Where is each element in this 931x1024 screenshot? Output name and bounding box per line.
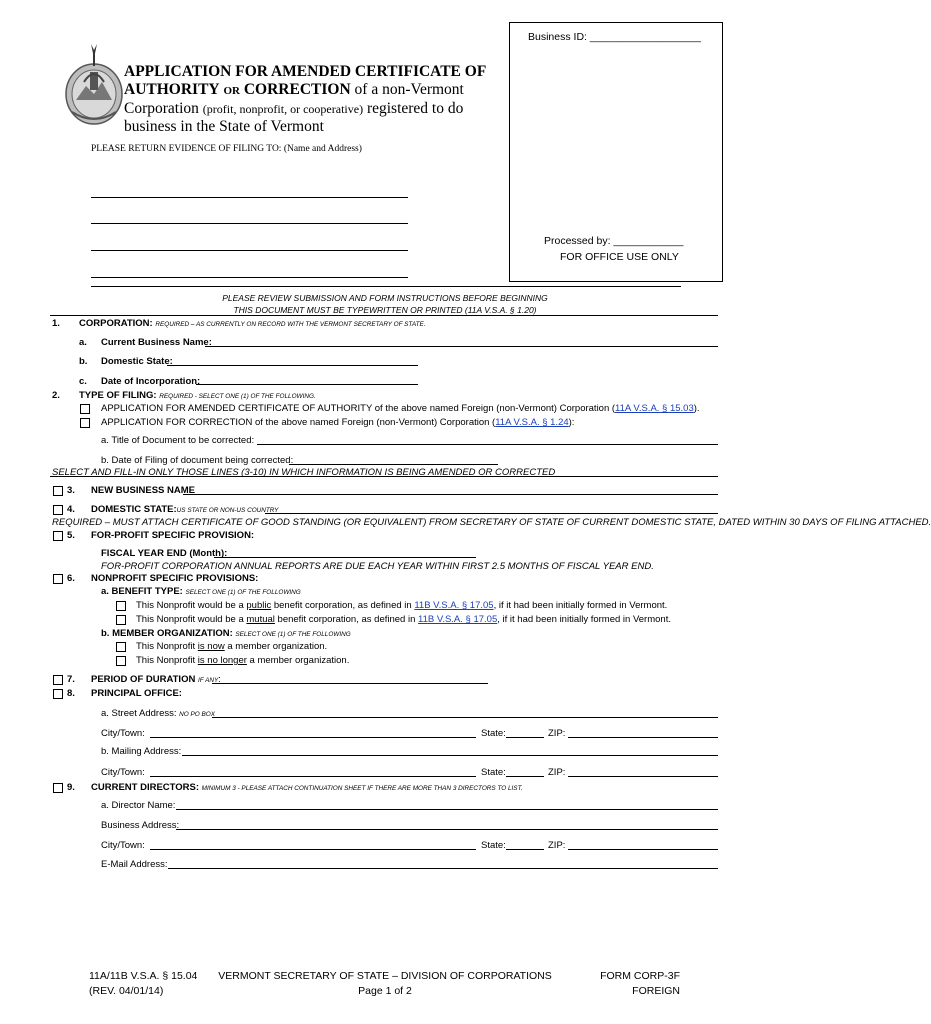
- director-name-field[interactable]: [176, 809, 718, 810]
- director-zip-field[interactable]: [568, 849, 718, 850]
- section-3-number: 3.: [67, 485, 75, 496]
- mailing-zip-label: ZIP:: [548, 767, 566, 778]
- business-id-field[interactable]: Business ID: ___________________: [528, 31, 701, 43]
- section-2-note: REQUIRED - SELECT ONE (1) OF THE FOLLOWING.: [159, 393, 316, 400]
- mailing-city-town-label: City/Town:: [101, 767, 145, 778]
- business-address-label: Business Address:: [101, 820, 180, 831]
- form-number: FORM CORP-3F: [600, 970, 680, 982]
- return-evidence-label: PLEASE RETURN EVIDENCE OF FILING TO: (Name and Address): [91, 144, 362, 154]
- correction-checkbox[interactable]: [80, 418, 90, 428]
- state-field[interactable]: [506, 737, 544, 738]
- option-text: a member organization.: [224, 641, 328, 652]
- period-of-duration-field[interactable]: [212, 683, 488, 684]
- fiscal-year-note: FOR-PROFIT CORPORATION ANNUAL REPORTS ARE DUE EACH YEAR WITHIN FIRST 2.5 MONTHS OF FISCAL YEAR END.: [101, 561, 654, 572]
- public-benefit-option: [136, 600, 667, 611]
- agency-name: VERMONT SECRETARY OF STATE – DIVISION OF CORPORATIONS: [218, 970, 552, 982]
- member-organization-label: b. MEMBER ORGANIZATION:: [101, 628, 233, 639]
- footer-center: [200, 969, 570, 999]
- title-registered: registered to do: [366, 100, 464, 117]
- section-6-number: 6.: [67, 573, 75, 584]
- title-non-vermont: of a non-Vermont: [354, 81, 464, 98]
- statute-reference: 11A/11B V.S.A. § 15.04: [89, 970, 198, 982]
- domestic-state-heading: [91, 504, 278, 515]
- no-longer-member-option: [136, 655, 349, 666]
- current-directors-label: CURRENT DIRECTORS:: [91, 782, 200, 793]
- option-text: This Nonprofit: [136, 655, 198, 666]
- city-town-field[interactable]: [150, 737, 476, 738]
- option-end: ):: [568, 417, 575, 428]
- option-text: This Nonprofit would be a: [136, 614, 247, 625]
- title-of-document-label: a. Title of Document to be corrected:: [101, 435, 255, 446]
- section-9-number: 9.: [67, 782, 75, 793]
- instructions: [0, 292, 770, 316]
- title-line-3: [124, 100, 504, 118]
- date-of-filing-field[interactable]: [289, 464, 498, 465]
- is-now-member-checkbox[interactable]: [116, 642, 126, 652]
- director-city-town-label: City/Town:: [101, 840, 145, 851]
- instructions-line-2: THIS DOCUMENT MUST BE TYPEWRITTEN OR PRINTED (11A V.S.A. § 1.20): [233, 305, 537, 315]
- title-correction: CORRECTION: [243, 81, 351, 98]
- title-corporation: Corporation: [124, 100, 199, 117]
- return-address-line-1[interactable]: [91, 197, 408, 198]
- title-authority: AUTHORITY: [124, 81, 220, 98]
- item-letter: b.: [79, 356, 88, 367]
- item-letter: c.: [79, 376, 87, 387]
- period-of-duration-note: IF ANY: [197, 677, 219, 684]
- divider: [91, 286, 681, 287]
- new-business-name-label: NEW BUSINESS NAME: [91, 485, 195, 496]
- director-zip-label: ZIP:: [548, 840, 566, 851]
- option-end: ).: [693, 403, 700, 414]
- current-business-name-label: Current Business Name:: [101, 337, 212, 348]
- date-of-filing-label: b. Date of Filing of document being corrected:: [101, 455, 294, 466]
- option-text: benefit corporation, as defined in: [271, 600, 415, 611]
- footer-right: [560, 969, 680, 999]
- section-2-title: TYPE OF FILING:: [79, 390, 157, 401]
- current-directors-heading: [91, 782, 523, 793]
- good-standing-note: REQUIRED – MUST ATTACH CERTIFICATE OF GOOD STANDING (OR EQUIVALENT) FROM SECRETARY OF STATE OF CURRENT DOMESTIC STATE, DATED WITHIN 30 DAYS OF FILING ATTACHED.: [52, 517, 931, 528]
- divider: [50, 476, 718, 477]
- mailing-address-label: b. Mailing Address:: [101, 746, 182, 757]
- instructions-line-1: PLEASE REVIEW SUBMISSION AND FORM INSTRUCTIONS BEFORE BEGINNING: [222, 293, 548, 303]
- city-town-label: City/Town:: [101, 728, 145, 739]
- current-directors-note: MINIMUM 3 - PLEASE ATTACH CONTINUATION SHEET IF THERE ARE MORE THAN 3 DIRECTORS TO LIST.: [201, 785, 523, 792]
- section-1-heading: [79, 318, 426, 329]
- title-corp-types: (profit, nonprofit, or cooperative): [202, 102, 364, 116]
- section-1-number: 1.: [52, 318, 60, 329]
- amended-authority-option: [101, 403, 700, 414]
- director-state-label: State:: [481, 840, 506, 851]
- mailing-city-town-field[interactable]: [150, 776, 476, 777]
- section-1-note: REQUIRED – AS CURRENTLY ON RECORD WITH THE VERMONT SECRETARY OF STATE.: [155, 321, 426, 328]
- option-emphasis: mutual: [246, 614, 275, 625]
- current-business-name-field[interactable]: [205, 346, 718, 347]
- benefit-type-label: a. BENEFIT TYPE:: [101, 586, 183, 597]
- option-text: , if it had been initially formed in Vermont.: [493, 600, 668, 611]
- select-lines-note: SELECT AND FILL-IN ONLY THOSE LINES (3-10) IN WHICH INFORMATION IS BEING AMENDED OR CORRECTED: [52, 467, 556, 478]
- section-7-checkbox[interactable]: [53, 675, 63, 685]
- email-address-field[interactable]: [168, 868, 718, 869]
- domestic-state-field[interactable]: [167, 365, 418, 366]
- state-label: State:: [481, 728, 506, 739]
- colon: :: [218, 674, 221, 685]
- for-profit-provision-label: FOR-PROFIT SPECIFIC PROVISION:: [91, 530, 255, 541]
- period-of-duration-heading: [91, 674, 221, 685]
- mailing-state-label: State:: [481, 767, 506, 778]
- fiscal-year-end-field[interactable]: [214, 557, 476, 558]
- member-organization-note: SELECT ONE (1) OF THE FOLLOWING: [235, 631, 351, 638]
- statute-link[interactable]: 11B V.S.A. § 17.05: [414, 600, 494, 611]
- email-address-label: E-Mail Address:: [101, 859, 168, 870]
- title-line-2: [124, 81, 504, 100]
- return-address-line-2[interactable]: [91, 223, 408, 224]
- section-4-note: US STATE OR NON-US COUNTRY: [176, 507, 279, 514]
- section-6-checkbox[interactable]: [53, 574, 63, 584]
- title-or: OR: [223, 85, 240, 97]
- form-type: FOREIGN: [632, 985, 680, 997]
- member-organization-heading: [101, 628, 351, 639]
- divider: [50, 315, 718, 316]
- mailing-state-field[interactable]: [506, 776, 544, 777]
- processed-by-field[interactable]: Processed by: ____________: [544, 235, 684, 247]
- fiscal-year-end-label: FISCAL YEAR END (Month):: [101, 548, 228, 559]
- revision-date: (REV. 04/01/14): [89, 985, 164, 997]
- section-4-checkbox[interactable]: [53, 505, 63, 515]
- section-4-title: DOMESTIC STATE:: [91, 504, 177, 515]
- section-9-checkbox[interactable]: [53, 783, 63, 793]
- option-emphasis: is no longer: [197, 655, 247, 666]
- benefit-type-note: SELECT ONE (1) OF THE FOLLOWING: [185, 589, 301, 596]
- option-text: , if it had been initially formed in Vermont.: [497, 614, 671, 625]
- option-emphasis: is now: [197, 641, 225, 652]
- amended-authority-checkbox[interactable]: [80, 404, 90, 414]
- section-3-checkbox[interactable]: [53, 486, 63, 496]
- new-domestic-state-field[interactable]: [265, 513, 718, 514]
- director-name-label: a. Director Name:: [101, 800, 176, 811]
- office-use-label: FOR OFFICE USE ONLY: [560, 251, 679, 263]
- section-5-checkbox[interactable]: [53, 531, 63, 541]
- street-address-label: a. Street Address:: [101, 708, 177, 719]
- return-address-line-3[interactable]: [91, 250, 408, 251]
- zip-label: ZIP:: [548, 728, 566, 739]
- section-4-number: 4.: [67, 504, 75, 515]
- section-2-heading: [79, 390, 316, 401]
- business-address-field[interactable]: [176, 829, 718, 830]
- option-text: a member organization.: [246, 655, 350, 666]
- option-text: APPLICATION FOR CORRECTION of the above named Foreign (non-Vermont) Corporation (: [101, 417, 496, 428]
- mutual-benefit-checkbox[interactable]: [116, 615, 126, 625]
- director-state-field[interactable]: [506, 849, 544, 850]
- return-address-line-4[interactable]: [91, 277, 408, 278]
- new-business-name-field[interactable]: [183, 494, 718, 495]
- statute-link[interactable]: 11B V.S.A. § 17.05: [418, 614, 498, 625]
- title-of-document-field[interactable]: [257, 444, 718, 445]
- correction-option: [101, 417, 574, 428]
- page-number: Page 1 of 2: [358, 985, 412, 997]
- mutual-benefit-option: [136, 614, 671, 625]
- period-of-duration-label: PERIOD OF DURATION: [91, 674, 196, 685]
- option-text: APPLICATION FOR AMENDED CERTIFICATE OF AUTHORITY of the above named Foreign (non-Vermont) Corporation (: [101, 403, 616, 414]
- date-of-incorporation-label: Date of Incorporation:: [101, 376, 201, 387]
- option-text: This Nonprofit would be a: [136, 600, 247, 611]
- form-title: [124, 63, 504, 136]
- footer-left: [89, 969, 197, 999]
- is-now-member-option: [136, 641, 327, 652]
- section-5-number: 5.: [67, 530, 75, 541]
- option-emphasis: public: [246, 600, 272, 611]
- section-1-title: CORPORATION:: [79, 318, 153, 329]
- section-8-number: 8.: [67, 688, 75, 699]
- principal-office-label: PRINCIPAL OFFICE:: [91, 688, 182, 699]
- title-line-4: business in the State of Vermont: [124, 118, 324, 135]
- option-text: benefit corporation, as defined in: [274, 614, 419, 625]
- item-letter: a.: [79, 337, 87, 348]
- benefit-type-heading: [101, 586, 301, 597]
- date-of-incorporation-field[interactable]: [196, 384, 418, 385]
- director-city-town-field[interactable]: [150, 849, 476, 850]
- section-2-number: 2.: [52, 390, 60, 401]
- office-use-box: [509, 22, 723, 282]
- domestic-state-label: Domestic State:: [101, 356, 173, 367]
- zip-field[interactable]: [568, 737, 718, 738]
- statute-link[interactable]: 11A V.S.A. § 15.03: [615, 403, 694, 414]
- street-address-heading: [101, 708, 215, 719]
- title-line-1: APPLICATION FOR AMENDED CERTIFICATE OF: [124, 63, 487, 80]
- option-text: This Nonprofit: [136, 641, 198, 652]
- statute-link[interactable]: 11A V.S.A. § 1.24: [495, 417, 569, 428]
- section-7-number: 7.: [67, 674, 75, 685]
- section-8-checkbox[interactable]: [53, 689, 63, 699]
- street-address-field[interactable]: [212, 717, 718, 718]
- vermont-seal-logo: [64, 42, 124, 128]
- mailing-address-field[interactable]: [182, 755, 718, 756]
- no-longer-member-checkbox[interactable]: [116, 656, 126, 666]
- street-address-note: NO PO BOX: [179, 711, 216, 718]
- public-benefit-checkbox[interactable]: [116, 601, 126, 611]
- nonprofit-provisions-label: NONPROFIT SPECIFIC PROVISIONS:: [91, 573, 259, 584]
- mailing-zip-field[interactable]: [568, 776, 718, 777]
